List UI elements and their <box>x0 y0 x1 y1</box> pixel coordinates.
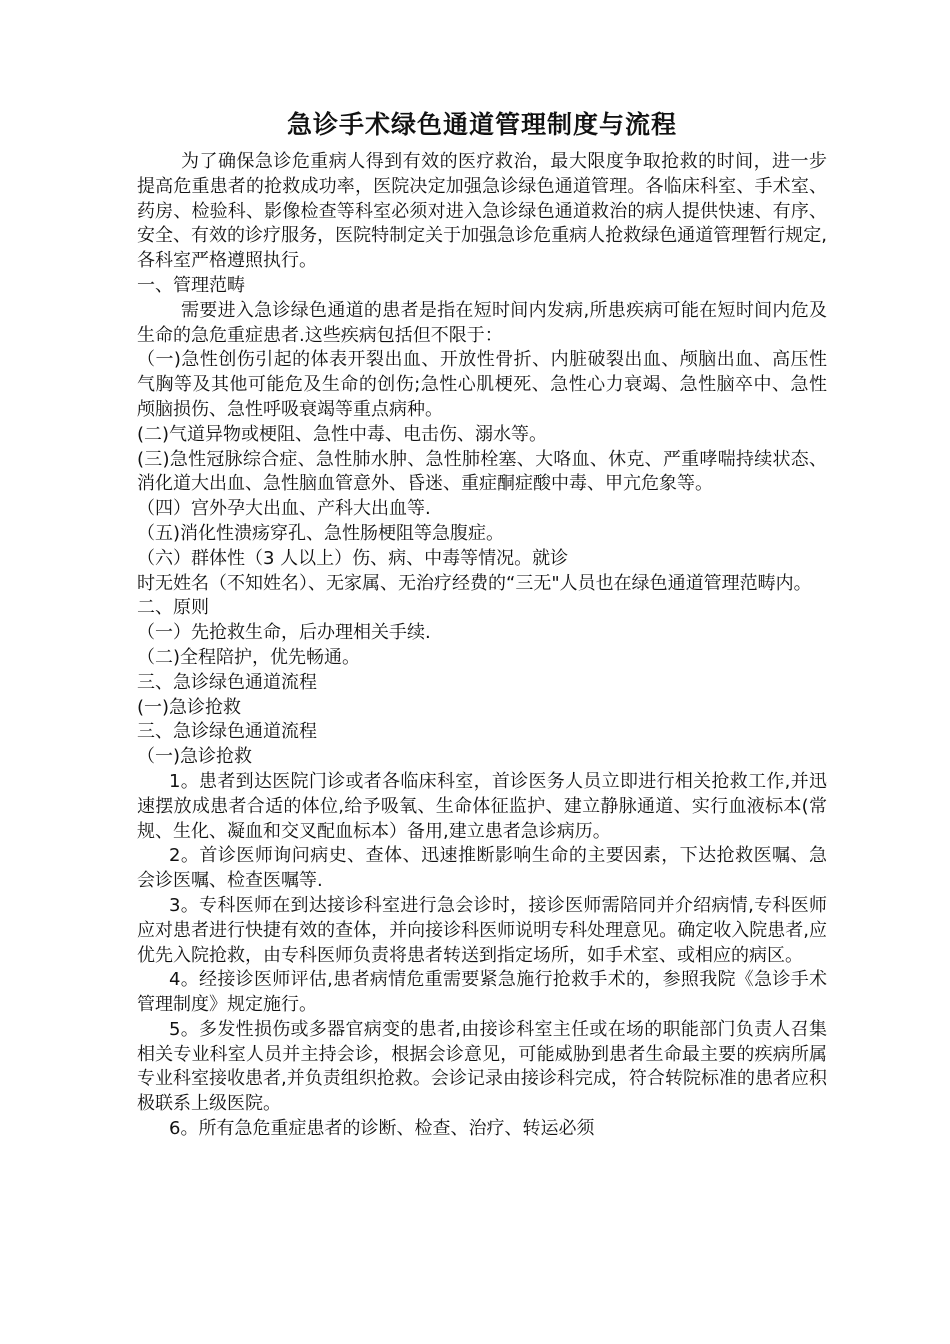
paragraph: (一)急诊抢救 <box>137 696 242 718</box>
document-body <box>137 150 827 1142</box>
paragraph: （六）群体性（3 人以上）伤、病、中毒等情况。就诊 <box>137 547 569 569</box>
paragraph: （四）宫外孕大出血、产科大出血等. <box>137 498 431 520</box>
paragraph: 三、急诊绿色通道流程 <box>137 671 317 693</box>
paragraph: (三)急性冠脉综合症、急性肺水肿、急性肺栓塞、大咯血、休克、严重哮喘持续状态、消化道大出血、急性脑血管意外、昏迷、重症酮症酸中毒、甲亢危象等。 <box>137 448 827 495</box>
paragraph: 二、原则 <box>137 597 209 619</box>
paragraph: 三、急诊绿色通道流程 <box>137 721 317 743</box>
paragraph: （二)全程陪护，优先畅通。 <box>137 646 361 668</box>
paragraph: 需要进入急诊绿色通道的患者是指在短时间内发病,所患疾病可能在短时间内危及生命的急危重症患者.这些疾病包括但不限于： <box>137 299 827 346</box>
paragraph: 5。多发性损伤或多器官病变的患者,由接诊科室主任或在场的职能部门负责人召集相关专业科室人员并主持会诊，根据会诊意见，可能威胁到患者生命最主要的疾病所属专业科室接收患者,并负责组织抢救。会诊记录由接诊科完成，符合转院标准的患者应积极联系上级医院。 <box>137 1018 827 1115</box>
paragraph: 为了确保急诊危重病人得到有效的医疗救治，最大限度争取抢救的时间，进一步提高危重患者的抢救成功率，医院决定加强急诊绿色通道管理。各临床科室、手术室、药房、检验科、影像检查等科室必须对进入急诊绿色通道救治的病人提供快速、有序、安全、有效的诊疗服务，医院特制定关于加强急诊危重病人抢救绿色通道管理暂行规定,各科室严格遵照执行。 <box>137 151 827 272</box>
paragraph: 一、管理范畴 <box>137 274 245 296</box>
paragraph: 2。首诊医师询问病史、查体、迅速推断影响生命的主要因素，下达抢救医嘱、急会诊医嘱、检查医嘱等. <box>137 845 827 892</box>
paragraph: 时无姓名（不知姓名）、无家属、无治疗经费的“三无"人员也在绿色通道管理范畴内。 <box>137 572 812 594</box>
document-title: 急诊手术绿色通道管理制度与流程 <box>286 110 677 139</box>
document-page <box>137 108 827 1142</box>
paragraph: （一)急诊抢救 <box>137 746 253 768</box>
paragraph: 1。患者到达医院门诊或者各临床科室，首诊医务人员立即进行相关抢救工作,并迅速摆放成患者合适的体位,给予吸氧、生命体征监护、建立静脉通道、实行血液标本(常规、生化、凝血和交叉配血标本）备用,建立患者急诊病历。 <box>137 770 827 842</box>
paragraph: (二)气道异物或梗阻、急性中毒、电击伤、溺水等。 <box>137 423 548 445</box>
paragraph: （五)消化性溃疡穿孔、急性肠梗阻等急腹症。 <box>137 522 505 544</box>
paragraph: （一）先抢救生命，后办理相关手续. <box>137 622 431 644</box>
paragraph: 3。专科医师在到达接诊科室进行急会诊时，接诊医师需陪同并介绍病情,专科医师应对患者进行快捷有效的查体，并向接诊科医师说明专科处理意见。确定收入院患者,应优先入院抢救，由专科医师负责将患者转送到指定场所，如手术室、或相应的病区。 <box>137 894 827 966</box>
paragraph: 6。所有急危重症患者的诊断、检查、治疗、转运必须 <box>169 1118 595 1140</box>
paragraph: 4。经接诊医师评估,患者病情危重需要紧急施行抢救手术的，参照我院《急诊手术管理制度》规定施行。 <box>137 969 827 1016</box>
paragraph: （一)急性创伤引起的体表开裂出血、开放性骨折、内脏破裂出血、颅脑出血、高压性气胸等及其他可能危及生命的创伤;急性心肌梗死、急性心力衰竭、急性脑卒中、急性颅脑损伤、急性呼吸衰竭等重点病种。 <box>137 349 827 420</box>
